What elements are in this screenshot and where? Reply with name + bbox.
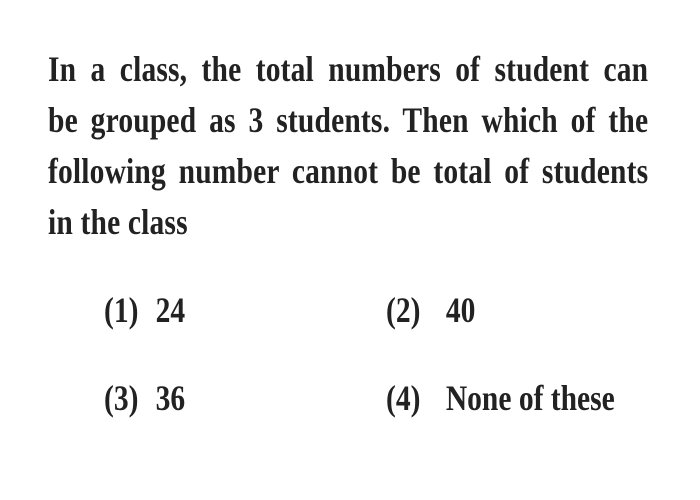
option-4-value: None of these [445, 378, 615, 418]
option-1[interactable] [104, 290, 185, 330]
option-2-value: 40 [445, 290, 476, 330]
option-2-number: (2) [386, 290, 421, 330]
question-line-1: In a class, the total numbers of student can [48, 49, 649, 89]
option-2[interactable] [386, 290, 475, 330]
option-3[interactable] [104, 378, 185, 418]
question-line-2: be grouped as 3 students. Then which of the [48, 100, 649, 140]
question-text [48, 44, 648, 248]
option-4[interactable] [386, 378, 615, 418]
option-3-number: (3) [104, 378, 139, 418]
option-1-number: (1) [104, 290, 139, 330]
option-1-value: 24 [155, 290, 186, 330]
question-line-3: following number cannot be total of students [48, 151, 649, 191]
option-4-number: (4) [386, 378, 421, 418]
option-3-value: 36 [155, 378, 186, 418]
question-line-4: in the class [48, 202, 188, 242]
